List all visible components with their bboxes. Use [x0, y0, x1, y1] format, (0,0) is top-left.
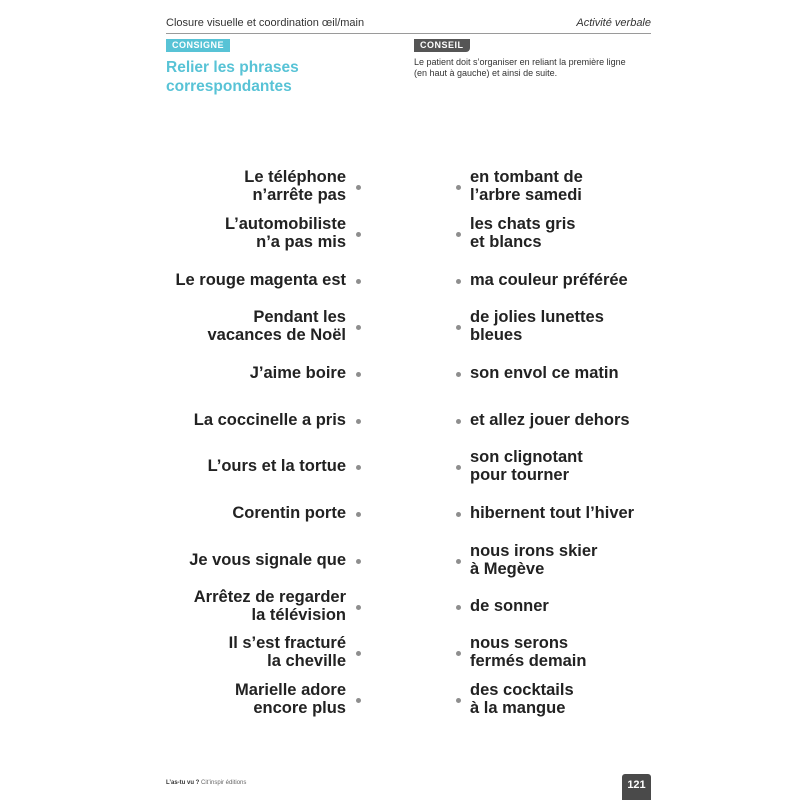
phrase-start-line: la télévision [251, 606, 346, 624]
phrase-start-line: L’ours et la tortue [207, 457, 346, 475]
phrase-end-line: pour tourner [470, 466, 569, 484]
phrase-end [470, 271, 628, 289]
phrase-start [229, 634, 346, 670]
consigne-badge: CONSIGNE [166, 39, 230, 52]
phrase-start-line: Corentin porte [232, 504, 346, 522]
header-section-title: Closure visuelle et coordination œil/main [166, 17, 365, 29]
phrase-start-line: Je vous signale que [189, 551, 346, 569]
phrase-end-line: à Megève [470, 560, 545, 578]
page-number: 121 [622, 774, 651, 800]
phrase-start [250, 364, 346, 382]
phrase-end-line: bleues [470, 326, 523, 344]
left-connector-dot[interactable] [356, 419, 361, 424]
phrase-start-line: n’a pas mis [256, 233, 346, 251]
phrase-start [175, 271, 346, 289]
phrase-end-line: nous irons skier [470, 542, 598, 560]
left-connector-dot[interactable] [356, 698, 361, 703]
right-connector-dot[interactable] [456, 698, 461, 703]
phrase-start-line: encore plus [253, 699, 346, 717]
right-connector-dot[interactable] [456, 419, 461, 424]
left-connector-dot[interactable] [356, 651, 361, 656]
phrase-end-line: à la mangue [470, 699, 566, 717]
phrase-end [470, 542, 597, 578]
phrase-end-line: l’arbre samedi [470, 186, 582, 204]
phrase-start [232, 504, 346, 522]
phrase-end [470, 168, 583, 204]
phrase-start-line: Marielle adore [235, 681, 346, 699]
phrase-start-line: Arrêtez de regarder [193, 588, 346, 606]
phrase-end-line: des cocktails [470, 681, 574, 699]
phrase-end-line: nous serons [470, 634, 569, 652]
phrase-end-line: son envol ce matin [470, 364, 619, 382]
phrase-start [235, 681, 346, 717]
phrase-start-line: La coccinelle a pris [193, 411, 346, 429]
instruction-title-line: Relier les phrases [166, 59, 299, 76]
phrase-end [470, 504, 634, 522]
left-connector-dot[interactable] [356, 605, 361, 610]
phrase-end [470, 364, 619, 382]
phrase-end [470, 448, 583, 484]
conseil-badge: CONSEIL [414, 39, 470, 52]
left-connector-dot[interactable] [356, 279, 361, 284]
phrase-start [225, 215, 346, 251]
phrase-end-line: son clignotant [470, 448, 583, 466]
footer-credit [166, 780, 246, 786]
phrase-start-line: n’arrête pas [252, 186, 346, 204]
right-connector-dot[interactable] [456, 325, 461, 330]
phrase-start-line: vacances de Noël [207, 326, 346, 344]
right-connector-dot[interactable] [456, 465, 461, 470]
phrase-start [194, 588, 346, 624]
footer-brand: L’as-tu vu ? [166, 780, 200, 786]
phrase-start-line: Le téléphone [244, 168, 346, 186]
right-connector-dot[interactable] [456, 279, 461, 284]
left-connector-dot[interactable] [356, 325, 361, 330]
footer-publisher: Cit’inspir éditions [201, 780, 247, 786]
instruction-title-line: correspondantes [166, 78, 292, 95]
phrase-end-line: les chats gris [470, 215, 576, 233]
phrase-end [470, 308, 604, 344]
phrase-start-line: Pendant les [253, 308, 346, 326]
left-connector-dot[interactable] [356, 512, 361, 517]
right-connector-dot[interactable] [456, 651, 461, 656]
conseil-text-line: Le patient doit s’organiser en reliant la première ligne [414, 57, 626, 67]
phrase-end-line: et allez jouer dehors [470, 411, 630, 429]
left-connector-dot[interactable] [356, 185, 361, 190]
phrase-end-line: de jolies lunettes [470, 308, 604, 326]
phrase-end [470, 411, 630, 429]
phrase-start-line: J’aime boire [249, 364, 346, 382]
phrase-start-line: la cheville [267, 652, 346, 670]
left-connector-dot[interactable] [356, 559, 361, 564]
phrase-end-line: et blancs [470, 233, 542, 251]
phrase-end-line: ma couleur préférée [470, 271, 628, 289]
phrase-end-line: fermés demain [470, 652, 587, 670]
phrase-start [244, 168, 346, 204]
phrase-end [470, 215, 575, 251]
phrase-start [208, 457, 346, 475]
header-activity-type: Activité verbale [576, 17, 651, 29]
phrase-start [194, 411, 346, 429]
left-connector-dot[interactable] [356, 232, 361, 237]
phrase-start-line: Il s’est fracturé [228, 634, 346, 652]
right-connector-dot[interactable] [456, 232, 461, 237]
phrase-end-line: en tombant de [470, 168, 583, 186]
phrase-start [189, 551, 346, 569]
phrase-end [470, 597, 549, 615]
phrase-end-line: de sonner [470, 597, 549, 615]
right-connector-dot[interactable] [456, 185, 461, 190]
phrase-start [208, 308, 347, 344]
right-connector-dot[interactable] [456, 559, 461, 564]
right-connector-dot[interactable] [456, 512, 461, 517]
phrase-end [470, 634, 586, 670]
phrase-start-line: L’automobiliste [224, 215, 346, 233]
conseil-text-line: (en haut à gauche) et ainsi de suite. [414, 68, 558, 78]
right-connector-dot[interactable] [456, 605, 461, 610]
phrase-start-line: Le rouge magenta est [175, 271, 346, 289]
left-connector-dot[interactable] [356, 465, 361, 470]
left-connector-dot[interactable] [356, 372, 361, 377]
right-connector-dot[interactable] [456, 372, 461, 377]
phrase-end [470, 681, 574, 717]
phrase-end-line: hibernent tout l’hiver [470, 504, 635, 522]
